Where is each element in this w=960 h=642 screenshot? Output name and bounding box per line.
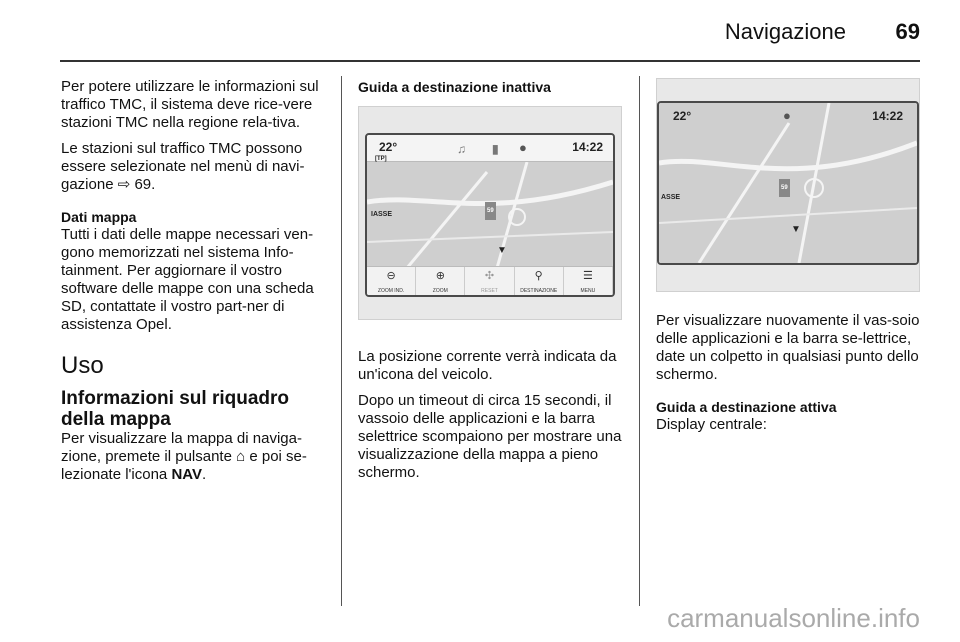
heading-uso: Uso (61, 352, 104, 379)
nav-icon: ● (519, 140, 527, 155)
button-bar (367, 266, 613, 295)
text: . (202, 466, 207, 483)
paragraph: Per visualizzare nuovamente il vas-soio delle applicazioni e la barra se-lettrice, date un colpetto in qualsiasi punto dello schermo. (656, 312, 920, 383)
section-title: Navigazione (724, 19, 846, 44)
heading-info-map: Informazioni sul riquadro della mappa (61, 388, 290, 430)
nav-icon: ● (783, 108, 791, 123)
zoom-in-button[interactable] (416, 267, 465, 295)
reset-button[interactable] (465, 267, 514, 295)
menu-icon: ☰ (582, 270, 593, 282)
temperature: 22° (673, 109, 692, 123)
column-divider (639, 76, 640, 606)
clock: 14:22 (872, 109, 903, 123)
paragraph: Display centrale: (656, 416, 767, 433)
road-number: 59 (779, 179, 790, 197)
zoom-out-icon: ⊖ (386, 270, 396, 282)
zoom-out-button[interactable] (367, 267, 416, 295)
paragraph: La posizione corrente verrà indicata da un'icona del veicolo. (358, 348, 617, 383)
vehicle-icon: ▼ (791, 224, 801, 235)
column-2 (358, 78, 624, 490)
destination-button[interactable] (515, 267, 564, 295)
subheading: Guida a destinazione attiva (656, 399, 837, 415)
map-view[interactable] (659, 103, 917, 263)
paragraph: Dopo un timeout di circa 15 secondi, il vassoio delle applicazioni e la barra selettrice scompaiono per mostrare una visualizzazione della mappa a pieno schermo. (358, 392, 622, 481)
display-screen (365, 133, 615, 297)
place-label: IASSE (371, 211, 393, 218)
place-label: ASSE (661, 194, 681, 201)
subheading: Guida a destinazione inattiva (358, 79, 551, 95)
reset-icon: ✣ (484, 270, 495, 282)
text: e poi se-lezionate l'icona (61, 448, 307, 483)
temperature: 22° (379, 140, 398, 154)
button-label: DESTINAZIONE (520, 288, 558, 294)
subheading: Dati mappa (61, 209, 137, 225)
button-label: ZOOM IND. (377, 288, 405, 294)
figure-inactive-guidance (358, 106, 622, 320)
home-icon: ⌂ (236, 448, 246, 465)
watermark: carmanualsonline.info (667, 603, 920, 633)
paragraph: Per potere utilizzare le informazioni sul traffico TMC, il sistema deve rice-vere stazioni TMC nella regione rela-tiva. (61, 78, 319, 131)
paragraph (61, 430, 329, 484)
road-number: 59 (485, 202, 496, 220)
text: Per visualizzare la mappa di naviga-zione, premete il pulsante (61, 430, 302, 465)
vehicle-icon: ▼ (497, 245, 507, 256)
music-icon: ♫ (457, 142, 466, 156)
search-icon: ⚲ (534, 270, 543, 282)
zoom-in-icon: ⊕ (435, 270, 445, 282)
nav-label: NAV (171, 466, 202, 483)
column-divider (341, 76, 342, 606)
column-1 (61, 78, 329, 492)
page-number: 69 (895, 19, 920, 44)
column-3 (656, 78, 922, 442)
menu-button[interactable] (564, 267, 613, 295)
button-label: ZOOM (432, 288, 448, 294)
paragraph: Tutti i dati delle mappe necessari ven-gono memorizzati nel sistema Info-tainment. Per aggiornare il vostro software delle mappe con una scheda SD, contattate il vostro part-ner di assistenza Opel. (61, 226, 314, 333)
button-label: MENU (580, 288, 596, 294)
phone-icon: ▮ (492, 142, 499, 156)
figure-fullscreen-map (656, 78, 920, 292)
top-bar (367, 135, 613, 162)
button-label: RESET (481, 288, 498, 294)
display-screen (657, 101, 919, 265)
paragraph: Le stazioni sul traffico TMC possono essere selezionate nel menù di navi-gazione ⇨ 69. (61, 140, 305, 193)
clock: 14:22 (572, 140, 603, 154)
page-header (60, 0, 920, 62)
tp-indicator: [TP] (375, 156, 387, 162)
